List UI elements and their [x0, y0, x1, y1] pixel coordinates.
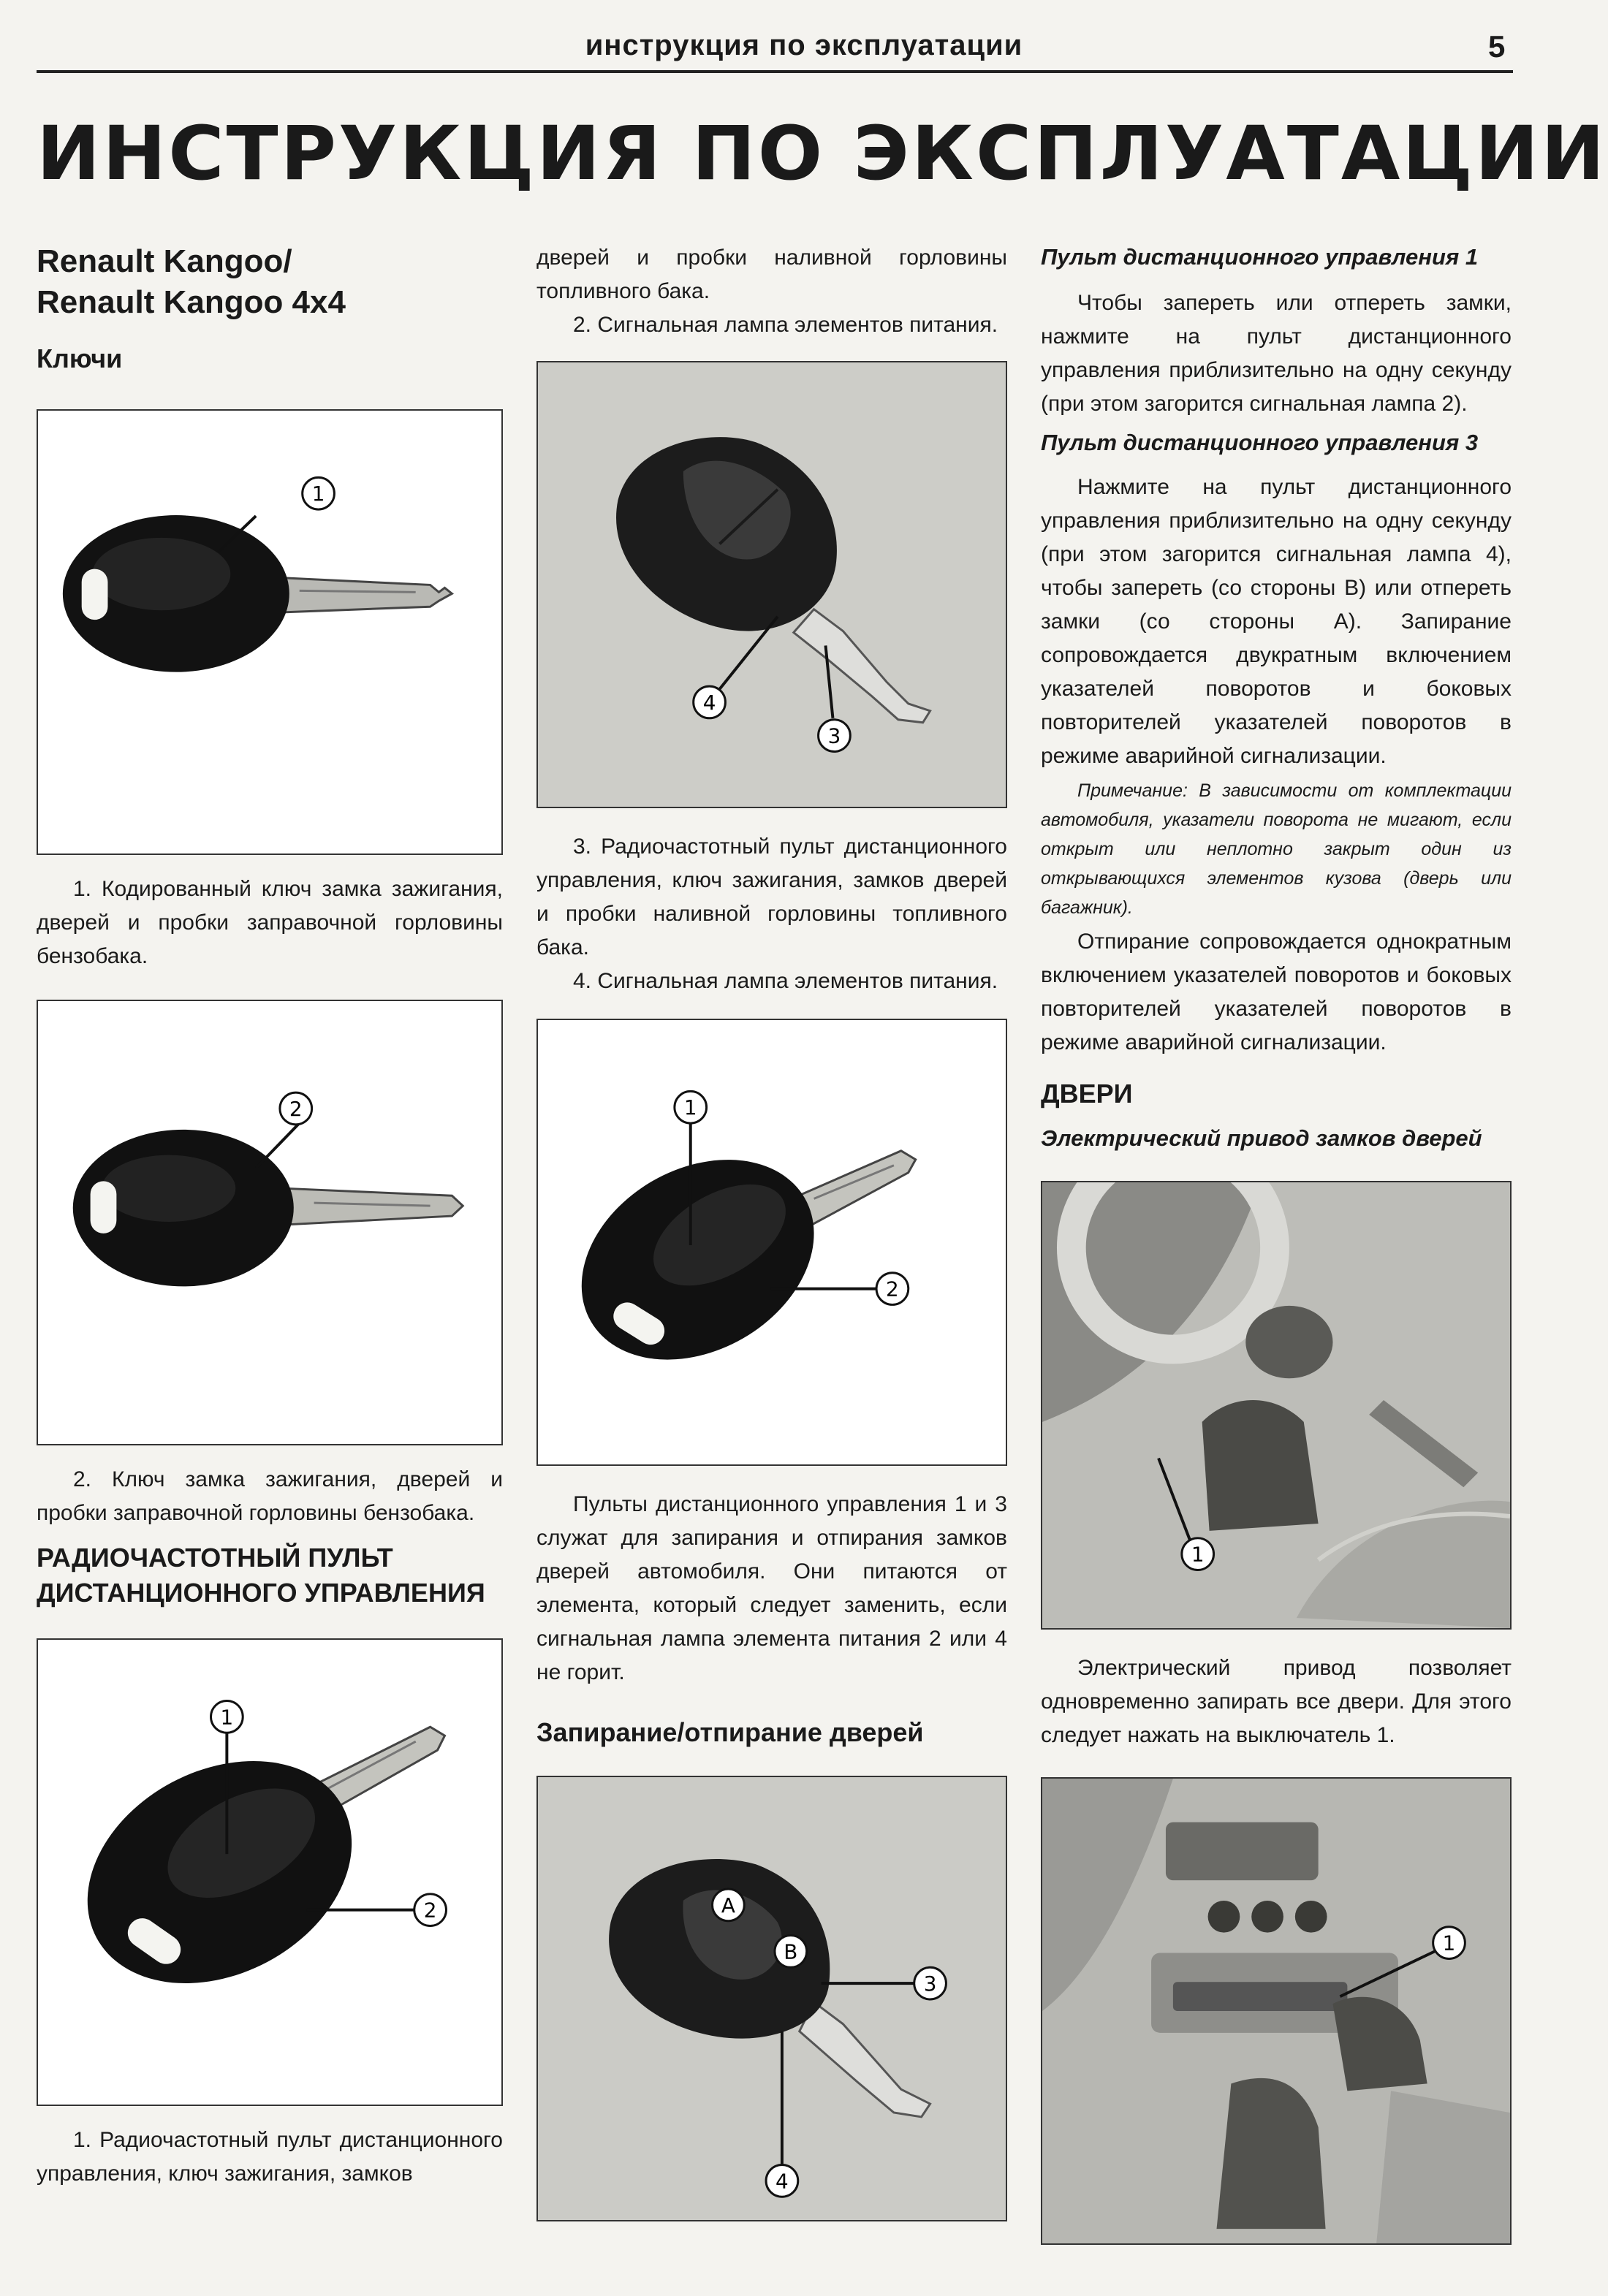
- column-right: [1041, 241, 1512, 2245]
- callout-3-label: 3: [923, 1972, 937, 1996]
- callout-3-label: 3: [827, 723, 841, 748]
- keys-heading: Ключи: [37, 343, 123, 373]
- note-text: Примечание: В зависимости от комплектации автомобиля, указатели поворота не мигают, если открыт или неплотно закрыт один из открывающихся элементов кузова (дверь или багажник).: [1041, 780, 1512, 918]
- remote3-heading: Пульт дистанционного управления 3: [1041, 430, 1479, 455]
- item-4: 4. Сигнальная лампа элементов питания.: [573, 969, 998, 993]
- callout-4-label: 4: [775, 2169, 789, 2194]
- remote3-text: Нажмите на пульт дистанционного управления приблизительно на одну секунду (при этом загорится сигнальная лампа 4), чтобы запереть (со стороны B) или отпереть замки (со стороны A). Запирание сопровождается двукратным включением указателей поворотов и боковых повторителей указателей поворотов в режиме аварийной сигнализации.: [1041, 475, 1512, 768]
- figure-radio-remote-2: [536, 1019, 1007, 1466]
- page-title: ИНСТРУКЦИЯ ПО ЭКСПЛУАТАЦИИ: [37, 110, 1607, 197]
- header-rule: [37, 70, 1513, 73]
- figure-ignition-key: [37, 1000, 503, 1445]
- remote-description: Пульты дистанционного управления 1 и 3 служат для запирания и отпирания замков дверей автомобиля. Они питаются от элемента, который следует заменить, если сигнальная лампа элемента питания 2 или 4 не горит.: [536, 1492, 1007, 1684]
- figure-lock-remote-photo: [536, 1776, 1007, 2221]
- remote-photo-illustration: [538, 362, 1006, 807]
- power-lock-text: Электрический привод позволяет одновременно запирать все двери. Для этого следует нажать на выключатель 1.: [1041, 1656, 1512, 1747]
- remote1-text: Чтобы запереть или отпереть замки, нажмите на пульт дистанционного управления приблизительно на одну секунду (при этом загорится сигнальная лампа 2).: [1041, 291, 1512, 416]
- doors-heading: ДВЕРИ: [1041, 1079, 1133, 1109]
- item-3: 3. Радиочастотный пульт дистанционного управления, ключ зажигания, замков дверей и пробки наливной горловины топливного бака.: [536, 835, 1007, 959]
- column-middle: [536, 241, 1007, 2221]
- power-lock-switch-illustration: [1042, 1182, 1510, 1628]
- column-left: [37, 241, 503, 2191]
- running-title: инструкция по эксплуатации: [585, 29, 1023, 61]
- remote1-heading: Пульт дистанционного управления 1: [1041, 244, 1479, 270]
- callout-2-label: 2: [423, 1898, 437, 1923]
- callout-1-label: 1: [220, 1705, 234, 1730]
- callout-2-label: 2: [289, 1096, 303, 1121]
- page-number: 5: [1488, 29, 1506, 64]
- figure-radio-remote-1: [37, 1638, 503, 2106]
- fig3-caption: 1. Радиочастотный пульт дистанционного управления, ключ зажигания, замков: [37, 2128, 503, 2186]
- item-2: 2. Сигнальная лампа элементов питания.: [573, 313, 998, 337]
- callout-a-label: A: [721, 1893, 735, 1917]
- fig2-caption: 2. Ключ замка зажигания, дверей и пробки заправочной горловины бензобака.: [37, 1467, 503, 1525]
- dashboard-switch-illustration: [1042, 1779, 1510, 2243]
- ignition-key-illustration: [38, 1001, 501, 1444]
- figure-dashboard-switch: [1041, 1777, 1512, 2245]
- fig1-caption: 1. Кодированный ключ замка зажигания, дверей и пробки заправочной горловины бензобака.: [37, 877, 503, 968]
- model-title-line1: Renault Kangoo/: [37, 243, 292, 279]
- running-header: [0, 29, 1608, 73]
- callout-1-label: 1: [1442, 1931, 1456, 1955]
- power-lock-heading: Электрический привод замков дверей: [1041, 1125, 1482, 1151]
- figure-coded-key: [37, 409, 503, 855]
- callout-1-label: 1: [1191, 1542, 1205, 1567]
- radio-remote-2-illustration: [538, 1020, 1006, 1464]
- callout-4-label: 4: [702, 690, 716, 715]
- continued-text: дверей и пробки наливной горловины топливного бака.: [536, 246, 1007, 303]
- figure-remote-photo: [536, 361, 1007, 808]
- lock-unlock-heading: Запирание/отпирание дверей: [536, 1717, 924, 1747]
- unlock-text: Отпирание сопровождается однократным включением указателей поворотов и боковых повторителей указателей поворотов в режиме аварийной сигнализации.: [1041, 930, 1512, 1054]
- radio-remote-heading: РАДИОЧАСТОТНЫЙ ПУЛЬТ ДИСТАНЦИОННОГО УПРАВЛЕНИЯ: [37, 1543, 485, 1608]
- callout-2-label: 2: [886, 1277, 899, 1301]
- callout-1-label: 1: [683, 1095, 697, 1120]
- lock-remote-photo-illustration: [538, 1777, 1006, 2220]
- radio-remote-1-illustration: [38, 1640, 501, 2105]
- coded-key-illustration: [38, 411, 501, 854]
- callout-b-label: B: [784, 1939, 798, 1964]
- callout-1-label: 1: [311, 482, 325, 506]
- model-title-line2: Renault Kangoo 4x4: [37, 284, 346, 320]
- figure-power-lock-switch: [1041, 1181, 1512, 1630]
